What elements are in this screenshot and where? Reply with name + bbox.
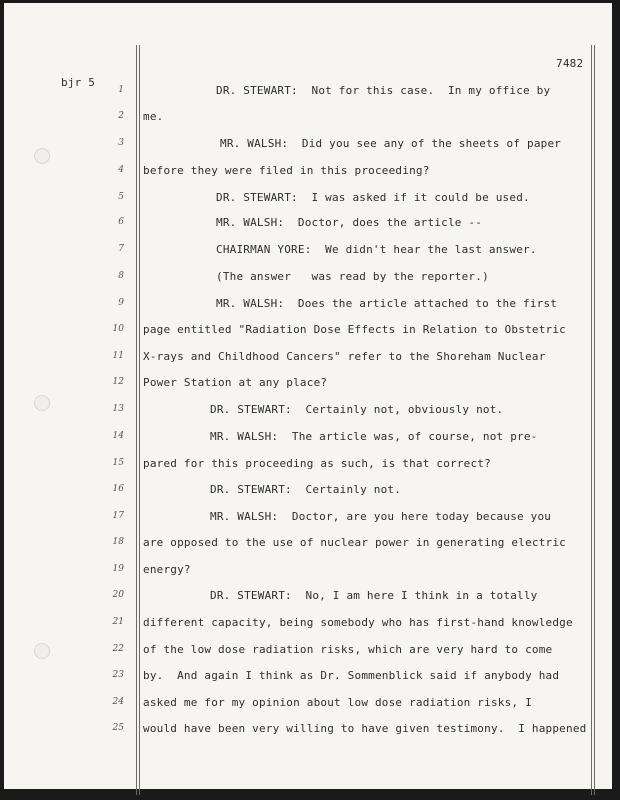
- line-number: 9: [118, 298, 124, 308]
- line-number: 8: [118, 271, 124, 281]
- transcript-line: Power Station at any place?: [143, 376, 328, 389]
- transcript-line: DR. STEWART: Certainly not, obviously not.: [210, 403, 504, 416]
- transcript-line: different capacity, being somebody who has first-hand knowledge: [143, 616, 573, 629]
- line-number: 17: [112, 511, 124, 521]
- line-number: 2: [118, 111, 124, 121]
- page-number: 7482: [556, 57, 584, 70]
- line-number: 1: [118, 85, 124, 95]
- transcript-line: asked me for my opinion about low dose radiation risks, I: [143, 696, 532, 709]
- line-number: 22: [112, 644, 124, 654]
- line-number: 15: [112, 458, 124, 468]
- transcript-line: page entitled "Radiation Dose Effects in Relation to Obstetric: [143, 323, 566, 336]
- line-number: 21: [112, 617, 124, 627]
- transcript-line: MR. WALSH: Does the article attached to the first: [216, 297, 558, 310]
- transcript-line: before they were filed in this proceeding?: [143, 164, 430, 177]
- transcript-line: MR. WALSH: Doctor, are you here today because you: [210, 510, 552, 523]
- line-number: 3: [118, 138, 124, 148]
- transcript-line: MR. WALSH: The article was, of course, not pre-: [210, 430, 538, 443]
- line-number: 19: [112, 564, 124, 574]
- line-number: 25: [112, 723, 124, 733]
- punch-hole: [34, 643, 50, 659]
- transcript-line: energy?: [143, 563, 191, 576]
- line-number: 14: [112, 431, 124, 441]
- transcript-line: (The answer was read by the reporter.): [216, 270, 489, 283]
- line-number: 5: [118, 192, 124, 202]
- line-number: 16: [112, 484, 124, 494]
- margin-rule-right: [591, 45, 592, 795]
- line-number: 13: [112, 404, 124, 414]
- line-number: 20: [112, 590, 124, 600]
- punch-hole: [34, 395, 50, 411]
- line-number: 6: [118, 217, 124, 227]
- transcript-line: MR. WALSH: Did you see any of the sheets of paper: [220, 137, 562, 150]
- transcript-line: DR. STEWART: I was asked if it could be used.: [216, 191, 530, 204]
- transcript-line: MR. WALSH: Doctor, does the article --: [216, 216, 483, 229]
- margin-rule-left: [139, 45, 140, 795]
- transcript-line: me.: [143, 110, 164, 123]
- line-number: 7: [118, 244, 124, 254]
- transcript-page: [4, 3, 612, 789]
- transcript-line: pared for this proceeding as such, is that correct?: [143, 457, 491, 470]
- line-number: 11: [112, 351, 124, 361]
- margin-rule-right: [594, 45, 595, 795]
- line-number: 18: [112, 537, 124, 547]
- punch-hole: [34, 148, 50, 164]
- transcript-line: DR. STEWART: Not for this case. In my office by: [216, 84, 551, 97]
- transcript-line: X-rays and Childhood Cancers" refer to the Shoreham Nuclear: [143, 350, 546, 363]
- transcript-line: DR. STEWART: Certainly not.: [210, 483, 402, 496]
- line-number: 23: [112, 670, 124, 680]
- margin-rule-left: [136, 45, 137, 795]
- transcript-line: by. And again I think as Dr. Sommenblick said if anybody had: [143, 669, 560, 682]
- line-number: 10: [112, 324, 124, 334]
- line-number: 24: [112, 697, 124, 707]
- line-number: 4: [118, 165, 124, 175]
- line-number: 12: [112, 377, 124, 387]
- reporter-id: bjr 5: [61, 76, 96, 89]
- transcript-line: DR. STEWART: No, I am here I think in a totally: [210, 589, 538, 602]
- transcript-line: of the low dose radiation risks, which are very hard to come: [143, 643, 553, 656]
- transcript-line: are opposed to the use of nuclear power in generating electric: [143, 536, 566, 549]
- transcript-line: would have been very willing to have given testimony. I happened: [143, 722, 587, 735]
- transcript-line: CHAIRMAN YORE: We didn't hear the last answer.: [216, 243, 537, 256]
